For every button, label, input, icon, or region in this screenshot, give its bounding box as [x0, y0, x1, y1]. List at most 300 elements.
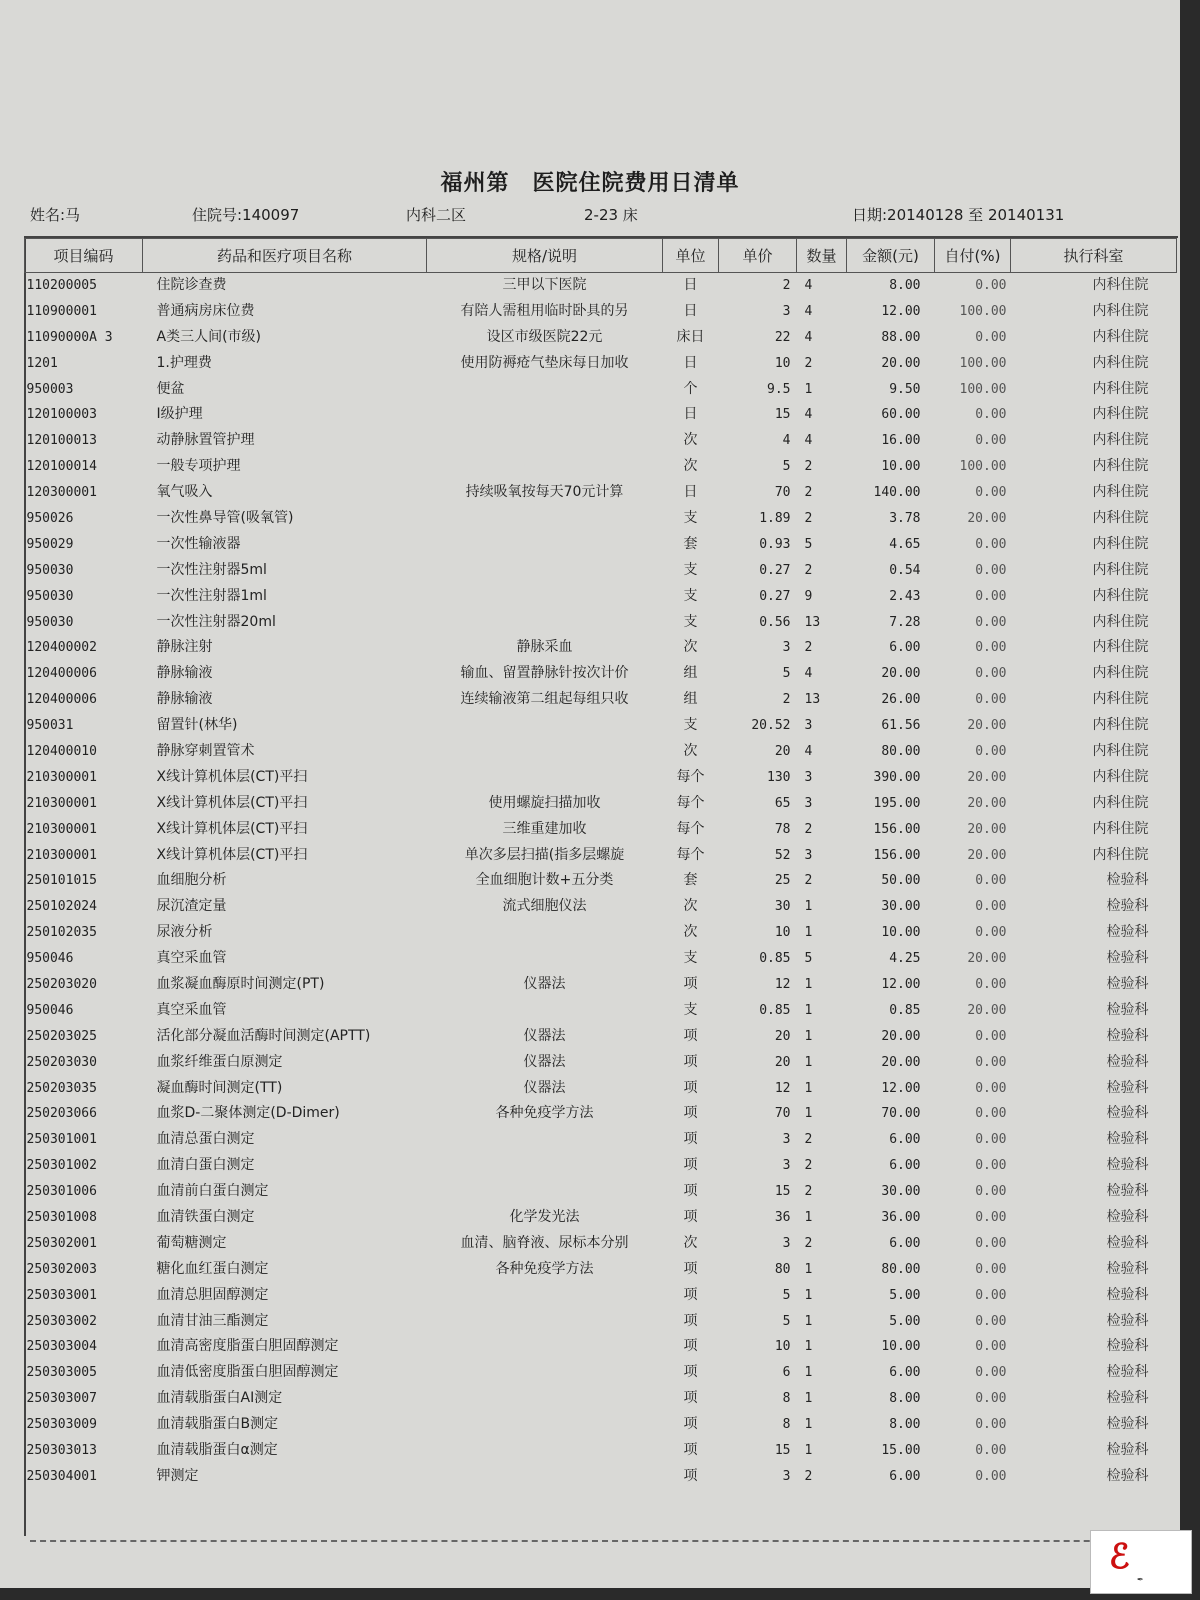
item-department: 内科住院 [1092, 535, 1149, 552]
item-self-pay: 100.00 [959, 355, 1007, 371]
item-code: 250203025 [26, 1028, 97, 1044]
item-unit-price: 15 [774, 1443, 791, 1459]
item-name: 真空采血管 [156, 950, 227, 967]
item-code: 120400010 [26, 743, 97, 759]
item-spec [427, 428, 663, 454]
item-unit-price: 20 [774, 743, 791, 759]
item-department: 内科住院 [1092, 665, 1149, 682]
item-unit: 套 [683, 872, 698, 889]
item-name: 糖化血红蛋白测定 [156, 1260, 269, 1277]
item-code: 120300001 [26, 485, 97, 501]
item-name: 1.护理费 [156, 354, 212, 371]
item-spec: 各种免疫学方法 [495, 1260, 594, 1277]
item-unit: 项 [683, 1079, 698, 1096]
item-unit: 套 [683, 535, 698, 552]
item-quantity: 2 [804, 821, 813, 837]
column-header-unit: 单位 [663, 239, 719, 273]
item-unit-price: 36 [774, 1210, 791, 1225]
item-department: 内科住院 [1092, 380, 1149, 397]
item-unit: 项 [683, 1027, 698, 1044]
item-unit: 支 [683, 587, 698, 604]
item-amount: 15.00 [881, 1443, 921, 1459]
item-amount: 6.00 [889, 640, 921, 656]
item-quantity: 2 [804, 562, 813, 578]
item-code: 250303009 [26, 1417, 97, 1433]
item-quantity: 1 [804, 976, 813, 992]
item-name: 真空采血管 [156, 1001, 227, 1018]
table-row [25, 454, 1177, 480]
item-amount: 6.00 [889, 1365, 921, 1381]
item-name: 静脉穿刺置管术 [156, 742, 255, 759]
item-unit-price: 0.27 [759, 588, 791, 604]
item-unit: 日 [683, 406, 698, 423]
ward-name: 内科二区 [406, 206, 467, 224]
item-unit: 项 [683, 1416, 698, 1433]
item-department: 内科住院 [1092, 587, 1149, 604]
item-department: 内科住院 [1092, 458, 1149, 475]
item-name: X线计算机体层(CT)平扫 [156, 820, 308, 837]
table-row [25, 1282, 1177, 1308]
item-code: 250303004 [26, 1339, 97, 1355]
item-amount: 10.00 [881, 1339, 921, 1355]
item-spec: 仪器法 [523, 1079, 566, 1096]
item-self-pay: 0.00 [975, 1054, 1007, 1070]
table-row [25, 1308, 1177, 1334]
item-name: A类三人间(市级) [156, 328, 262, 345]
item-unit: 次 [683, 924, 698, 941]
item-unit: 次 [683, 639, 698, 656]
item-unit-price: 0.27 [759, 562, 791, 578]
table-row [25, 1075, 1177, 1101]
item-quantity: 1 [804, 381, 813, 397]
item-code: 250302003 [26, 1261, 97, 1277]
item-department: 内科住院 [1092, 484, 1149, 501]
item-unit: 日 [683, 484, 698, 501]
item-name: 一次性注射器5ml [156, 561, 267, 578]
item-spec [427, 1308, 663, 1334]
item-amount: 50.00 [881, 873, 921, 889]
item-quantity: 1 [804, 1054, 813, 1070]
item-spec [427, 1386, 663, 1412]
item-self-pay: 0.00 [975, 976, 1007, 992]
item-department: 内科住院 [1092, 846, 1149, 863]
item-department: 检验科 [1106, 1416, 1149, 1433]
item-amount: 30.00 [881, 1184, 921, 1200]
item-code: 950030 [26, 614, 74, 630]
item-unit-price: 8 [782, 1391, 791, 1407]
item-name: 留置针(林华) [156, 717, 238, 734]
item-code: 250301002 [26, 1158, 97, 1174]
item-unit-price: 1.89 [759, 510, 791, 526]
item-spec: 使用螺旋扫描加收 [488, 794, 601, 811]
item-quantity: 2 [804, 1235, 813, 1251]
item-quantity: 2 [804, 355, 813, 371]
item-quantity: 2 [804, 873, 813, 889]
item-department: 内科住院 [1092, 406, 1149, 423]
item-unit-price: 0.93 [759, 536, 791, 552]
item-self-pay: 0.00 [975, 1184, 1007, 1200]
item-quantity: 1 [804, 1261, 813, 1277]
item-name: 血清总蛋白测定 [156, 1131, 255, 1148]
item-unit: 组 [683, 665, 698, 682]
item-name: 一次性注射器20ml [156, 613, 276, 630]
item-amount: 6.00 [889, 1468, 921, 1484]
item-department: 内科住院 [1092, 613, 1149, 630]
table-row [25, 764, 1177, 790]
item-amount: 390.00 [873, 769, 921, 785]
item-spec [427, 583, 663, 609]
item-self-pay: 0.00 [975, 562, 1007, 578]
item-amount: 60.00 [881, 407, 921, 423]
item-unit-price: 15 [774, 407, 791, 423]
item-unit: 项 [683, 1157, 698, 1174]
item-amount: 12.00 [881, 976, 921, 992]
item-self-pay: 0.00 [975, 1210, 1007, 1225]
item-code: 120100014 [26, 459, 97, 475]
item-department: 检验科 [1106, 1338, 1149, 1355]
item-department: 检验科 [1106, 1027, 1149, 1044]
item-department: 检验科 [1106, 1053, 1149, 1070]
item-quantity: 4 [804, 303, 813, 319]
item-unit-price: 10 [774, 925, 791, 941]
item-self-pay: 20.00 [967, 821, 1007, 837]
item-spec [427, 1127, 663, 1153]
item-unit: 次 [683, 458, 698, 475]
item-quantity: 13 [804, 692, 821, 708]
item-quantity: 1 [804, 1028, 813, 1044]
item-department: 检验科 [1106, 1157, 1149, 1174]
item-amount: 9.50 [889, 381, 921, 397]
item-name: X线计算机体层(CT)平扫 [156, 768, 308, 785]
table-row [25, 946, 1177, 972]
item-spec [427, 506, 663, 532]
item-spec [427, 557, 663, 583]
item-amount: 4.65 [889, 536, 921, 552]
item-self-pay: 20.00 [967, 769, 1007, 785]
item-code: 950003 [26, 381, 74, 397]
item-unit: 次 [683, 432, 698, 449]
item-unit: 项 [683, 1131, 698, 1148]
table-row [25, 1153, 1177, 1179]
item-code: 950046 [26, 951, 74, 967]
item-unit-price: 20.52 [751, 718, 791, 734]
item-spec: 血清、脑脊液、尿标本分别 [460, 1234, 629, 1251]
item-name: 葡萄糖测定 [156, 1234, 227, 1251]
item-amount: 20.00 [881, 666, 921, 682]
item-amount: 6.00 [889, 1158, 921, 1174]
table-row [25, 713, 1177, 739]
item-self-pay: 100.00 [959, 381, 1007, 397]
table-row [25, 324, 1177, 350]
item-department: 检验科 [1106, 924, 1149, 941]
item-name: 静脉输液 [156, 665, 213, 682]
table-row [25, 1101, 1177, 1127]
item-unit: 支 [683, 950, 698, 967]
item-unit-price: 12 [774, 1080, 791, 1096]
item-unit-price: 78 [774, 821, 791, 837]
item-quantity: 1 [804, 1002, 813, 1018]
item-amount: 30.00 [881, 899, 921, 915]
item-self-pay: 0.00 [975, 485, 1007, 501]
item-unit: 项 [683, 1053, 698, 1070]
table-row [25, 1412, 1177, 1438]
column-header-amount: 金额(元) [847, 239, 935, 273]
column-header-department: 执行科室 [1011, 239, 1177, 273]
item-code: 250302001 [26, 1235, 97, 1251]
item-spec: 设区市级医院22元 [486, 328, 603, 345]
table-row [25, 609, 1177, 635]
item-department: 内科住院 [1092, 794, 1149, 811]
date-range: 日期:20140128 至 20140131 [852, 206, 1065, 224]
item-quantity: 2 [804, 510, 813, 526]
item-amount: 6.00 [889, 1235, 921, 1251]
item-department: 内科住院 [1092, 768, 1149, 785]
item-name: 一次性输液器 [156, 535, 241, 552]
item-self-pay: 0.00 [975, 614, 1007, 630]
table-row [25, 428, 1177, 454]
item-spec [427, 1412, 663, 1438]
item-amount: 80.00 [881, 1261, 921, 1277]
item-amount: 0.54 [889, 562, 921, 578]
item-name: 血浆纤维蛋白原测定 [156, 1053, 283, 1070]
item-spec [427, 764, 663, 790]
item-amount: 10.00 [881, 459, 921, 475]
item-unit-price: 15 [774, 1184, 791, 1200]
table-row [25, 402, 1177, 428]
item-quantity: 1 [804, 1313, 813, 1329]
item-unit: 项 [683, 1183, 698, 1200]
item-self-pay: 20.00 [967, 795, 1007, 811]
item-amount: 10.00 [881, 925, 921, 941]
item-quantity: 3 [804, 795, 813, 811]
item-department: 内科住院 [1092, 432, 1149, 449]
table-row [25, 661, 1177, 687]
table-row [25, 557, 1177, 583]
item-spec: 使用防褥疮气垫床每日加收 [460, 354, 629, 371]
item-self-pay: 0.00 [975, 1468, 1007, 1484]
item-quantity: 1 [804, 1391, 813, 1407]
item-unit-price: 3 [782, 303, 791, 319]
table-row [25, 1256, 1177, 1282]
item-unit: 项 [683, 1260, 698, 1277]
item-quantity: 4 [804, 433, 813, 449]
item-amount: 8.00 [889, 1391, 921, 1407]
item-unit-price: 0.85 [759, 1002, 791, 1018]
item-self-pay: 0.00 [975, 640, 1007, 656]
item-amount: 3.78 [889, 510, 921, 526]
item-unit-price: 2 [782, 692, 791, 708]
item-spec [427, 402, 663, 428]
item-self-pay: 0.00 [975, 1132, 1007, 1148]
item-code: 210300001 [26, 769, 97, 785]
item-department: 检验科 [1106, 1183, 1149, 1200]
item-code: 210300001 [26, 847, 97, 863]
item-self-pay: 0.00 [975, 588, 1007, 604]
item-quantity: 1 [804, 899, 813, 915]
item-name: 静脉输液 [156, 691, 213, 708]
item-spec: 连续输液第二组起每组只收 [460, 691, 629, 708]
item-code: 250303005 [26, 1365, 97, 1381]
item-unit: 项 [683, 1286, 698, 1303]
item-code: 1201 [26, 355, 58, 371]
item-unit-price: 22 [774, 329, 791, 345]
item-department: 检验科 [1106, 1105, 1149, 1122]
item-self-pay: 0.00 [975, 899, 1007, 915]
item-unit-price: 6 [782, 1365, 791, 1381]
bottom-divider [30, 1540, 1170, 1542]
table-row [25, 1205, 1177, 1231]
item-self-pay: 0.00 [975, 433, 1007, 449]
item-department: 检验科 [1106, 1442, 1149, 1459]
item-quantity: 1 [804, 1443, 813, 1459]
item-amount: 80.00 [881, 743, 921, 759]
item-spec [427, 713, 663, 739]
item-name: Ⅰ级护理 [156, 406, 203, 423]
admission-number: 住院号:140097 [192, 206, 300, 224]
item-quantity: 13 [804, 614, 821, 630]
item-unit: 每个 [676, 768, 705, 785]
item-self-pay: 0.00 [975, 1365, 1007, 1381]
item-quantity: 4 [804, 329, 813, 345]
item-amount: 2.43 [889, 588, 921, 604]
item-quantity: 1 [804, 925, 813, 941]
item-spec: 流式细胞仪法 [502, 898, 587, 915]
item-unit: 项 [683, 975, 698, 992]
item-self-pay: 0.00 [975, 666, 1007, 682]
item-name: 血清铁蛋白测定 [156, 1209, 255, 1225]
item-unit-price: 0.85 [759, 951, 791, 967]
item-quantity: 1 [804, 1106, 813, 1122]
item-amount: 140.00 [873, 485, 921, 501]
table-row [25, 972, 1177, 998]
item-code: 950029 [26, 536, 74, 552]
item-spec [427, 454, 663, 480]
item-unit-price: 25 [774, 873, 791, 889]
item-unit: 支 [683, 561, 698, 578]
item-amount: 156.00 [873, 847, 921, 863]
item-quantity: 3 [804, 847, 813, 863]
item-name: 住院诊查费 [156, 277, 227, 294]
item-name: 血清低密度脂蛋白胆固醇测定 [156, 1364, 339, 1381]
item-quantity: 1 [804, 1287, 813, 1303]
item-unit-price: 3 [782, 1132, 791, 1148]
item-self-pay: 0.00 [975, 692, 1007, 708]
item-name: 血清甘油三酯测定 [156, 1312, 269, 1329]
item-department: 检验科 [1106, 1209, 1149, 1225]
item-unit-price: 5 [782, 1313, 791, 1329]
table-body [25, 273, 1177, 1490]
column-header-quantity: 数量 [797, 239, 847, 273]
item-unit-price: 130 [767, 769, 791, 785]
item-amount: 0.85 [889, 1002, 921, 1018]
item-name: X线计算机体层(CT)平扫 [156, 794, 308, 811]
item-unit-price: 10 [774, 1339, 791, 1355]
item-self-pay: 0.00 [975, 1391, 1007, 1407]
item-spec: 三维重建加收 [502, 820, 587, 837]
item-department: 检验科 [1106, 872, 1149, 889]
item-name: 血清载脂蛋白α测定 [156, 1442, 278, 1459]
item-spec [427, 1438, 663, 1464]
item-code: 250203066 [26, 1106, 97, 1122]
item-spec: 化学发光法 [509, 1209, 580, 1225]
item-code: 250301001 [26, 1132, 97, 1148]
item-self-pay: 0.00 [975, 329, 1007, 345]
item-unit: 日 [683, 302, 698, 319]
item-unit-price: 70 [774, 485, 791, 501]
table-row [25, 350, 1177, 376]
item-quantity: 1 [804, 1210, 813, 1225]
item-quantity: 4 [804, 743, 813, 759]
item-unit-price: 20 [774, 1028, 791, 1044]
item-name: 一次性注射器1ml [156, 587, 267, 604]
item-spec: 三甲以下医院 [502, 277, 587, 294]
item-self-pay: 0.00 [975, 1028, 1007, 1044]
item-spec [427, 1334, 663, 1360]
item-name: 活化部分凝血活酶时间测定(APTT) [156, 1027, 371, 1044]
item-self-pay: 20.00 [967, 510, 1007, 526]
item-department: 检验科 [1106, 1260, 1149, 1277]
item-code: 110900001 [26, 303, 97, 319]
item-spec: 输血、留置静脉针按次计价 [460, 665, 629, 682]
item-quantity: 2 [804, 1158, 813, 1174]
item-amount: 4.25 [889, 951, 921, 967]
item-quantity: 1 [804, 1080, 813, 1096]
item-unit: 组 [683, 691, 698, 708]
item-unit-price: 30 [774, 899, 791, 915]
item-self-pay: 0.00 [975, 873, 1007, 889]
item-self-pay: 0.00 [975, 743, 1007, 759]
item-unit: 次 [683, 742, 698, 759]
item-self-pay: 0.00 [975, 407, 1007, 423]
item-unit: 次 [683, 1234, 698, 1251]
item-code: 210300001 [26, 821, 97, 837]
item-spec [427, 609, 663, 635]
item-self-pay: 100.00 [959, 459, 1007, 475]
item-name: 一次性鼻导管(吸氧管) [156, 509, 294, 526]
item-unit-price: 5 [782, 459, 791, 475]
item-spec [427, 946, 663, 972]
table-row [25, 1127, 1177, 1153]
item-spec [427, 1360, 663, 1386]
item-unit-price: 70 [774, 1106, 791, 1122]
table-row [25, 997, 1177, 1023]
item-unit-price: 80 [774, 1261, 791, 1277]
item-department: 检验科 [1106, 1467, 1149, 1484]
patient-name: 姓名:马 [30, 206, 81, 224]
item-quantity: 5 [804, 951, 813, 967]
document-title: 福州第 医院住院费用日清单 [440, 170, 740, 196]
item-department: 检验科 [1106, 898, 1149, 915]
item-unit-price: 3 [782, 1468, 791, 1484]
dragon-logo-icon: ℰ [1109, 1537, 1130, 1577]
item-unit-price: 65 [774, 795, 791, 811]
item-unit: 项 [683, 1312, 698, 1329]
item-code: 11090000A 3 [26, 329, 113, 345]
charges-table [24, 238, 1177, 1489]
item-name: 血清高密度脂蛋白胆固醇测定 [156, 1338, 339, 1355]
item-code: 250304001 [26, 1468, 97, 1484]
item-department: 内科住院 [1092, 302, 1149, 319]
item-quantity: 9 [804, 588, 813, 604]
item-spec: 持续吸氧按每天70元计算 [465, 484, 624, 501]
item-code: 950046 [26, 1002, 74, 1018]
table-row [25, 1179, 1177, 1205]
table-row [25, 583, 1177, 609]
item-unit-price: 3 [782, 1235, 791, 1251]
item-unit-price: 3 [782, 1158, 791, 1174]
item-self-pay: 0.00 [975, 1313, 1007, 1329]
item-amount: 20.00 [881, 1054, 921, 1070]
